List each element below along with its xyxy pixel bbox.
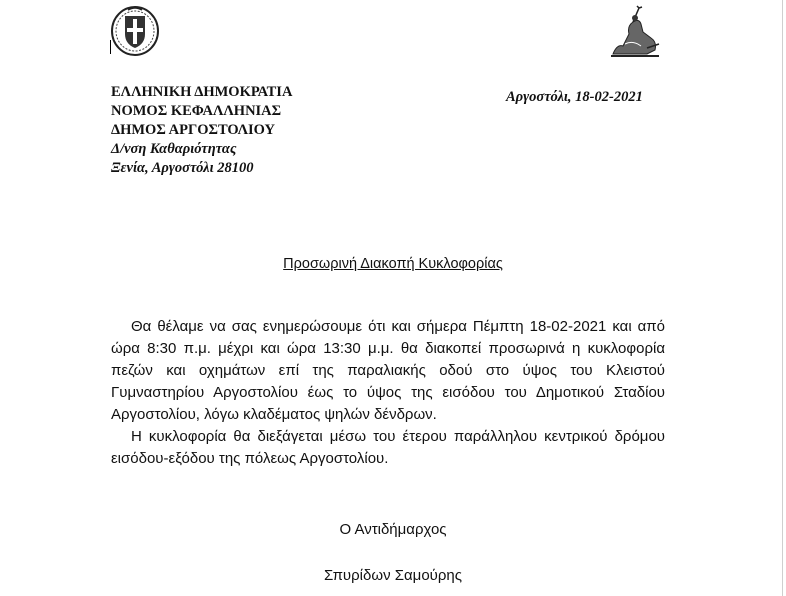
- body-paragraph: Θα θέλαμε να σας ενημερώσουμε ότι και σήμερα Πέμπτη 18-02-2021 και από ώρα 8:30 π.μ. μέχρι και ώρα 13:30 μ.μ. θα διακοπεί προσωρινά η κυκλοφορία πεζών και οχημάτων επί της παραλιακής οδού στο ύψος του Κλειστού Γυμναστηρίου Αργοστολίου έως το ύψος της εισόδου του Δημοτικού Σταδίου Αργοστολίου, λόγω κλαδέματος ψηλών δένδρων.: [111, 318, 665, 423]
- header-line: ΔΗΜΟΣ ΑΡΓΟΣΤΟΛΙΟΥ: [111, 122, 275, 138]
- municipality-logo-icon: [603, 4, 665, 58]
- greek-coat-of-arms-icon: [110, 4, 160, 56]
- document-date: Αργοστόλι, 18-02-2021: [506, 89, 643, 105]
- header-line: ΝΟΜΟΣ ΚΕΦΑΛΛΗΝΙΑΣ: [111, 103, 282, 119]
- document-body: [111, 316, 665, 470]
- signatory-title: Ο Αντιδήμαρχος: [339, 521, 447, 538]
- header-line: Ξενία, Αργοστόλι 28100: [111, 160, 254, 176]
- header-line: Δ/νση Καθαριότητας: [111, 141, 237, 157]
- sender-header: [111, 83, 292, 178]
- signatory-name: Σπυρίδων Σαμούρης: [324, 567, 462, 584]
- body-paragraph: Η κυκλοφορία θα διεξάγεται μέσω του έτερου παράλληλου κεντρικού δρόμου εισόδου-εξόδου της πόλεως Αργοστολίου.: [111, 428, 665, 467]
- document-subject: Προσωρινή Διακοπή Κυκλοφορίας: [283, 256, 503, 272]
- header-line: ΕΛΛΗΝΙΚΗ ΔΗΜΟΚΡΑΤΙΑ: [111, 84, 293, 100]
- page-border: [782, 0, 783, 596]
